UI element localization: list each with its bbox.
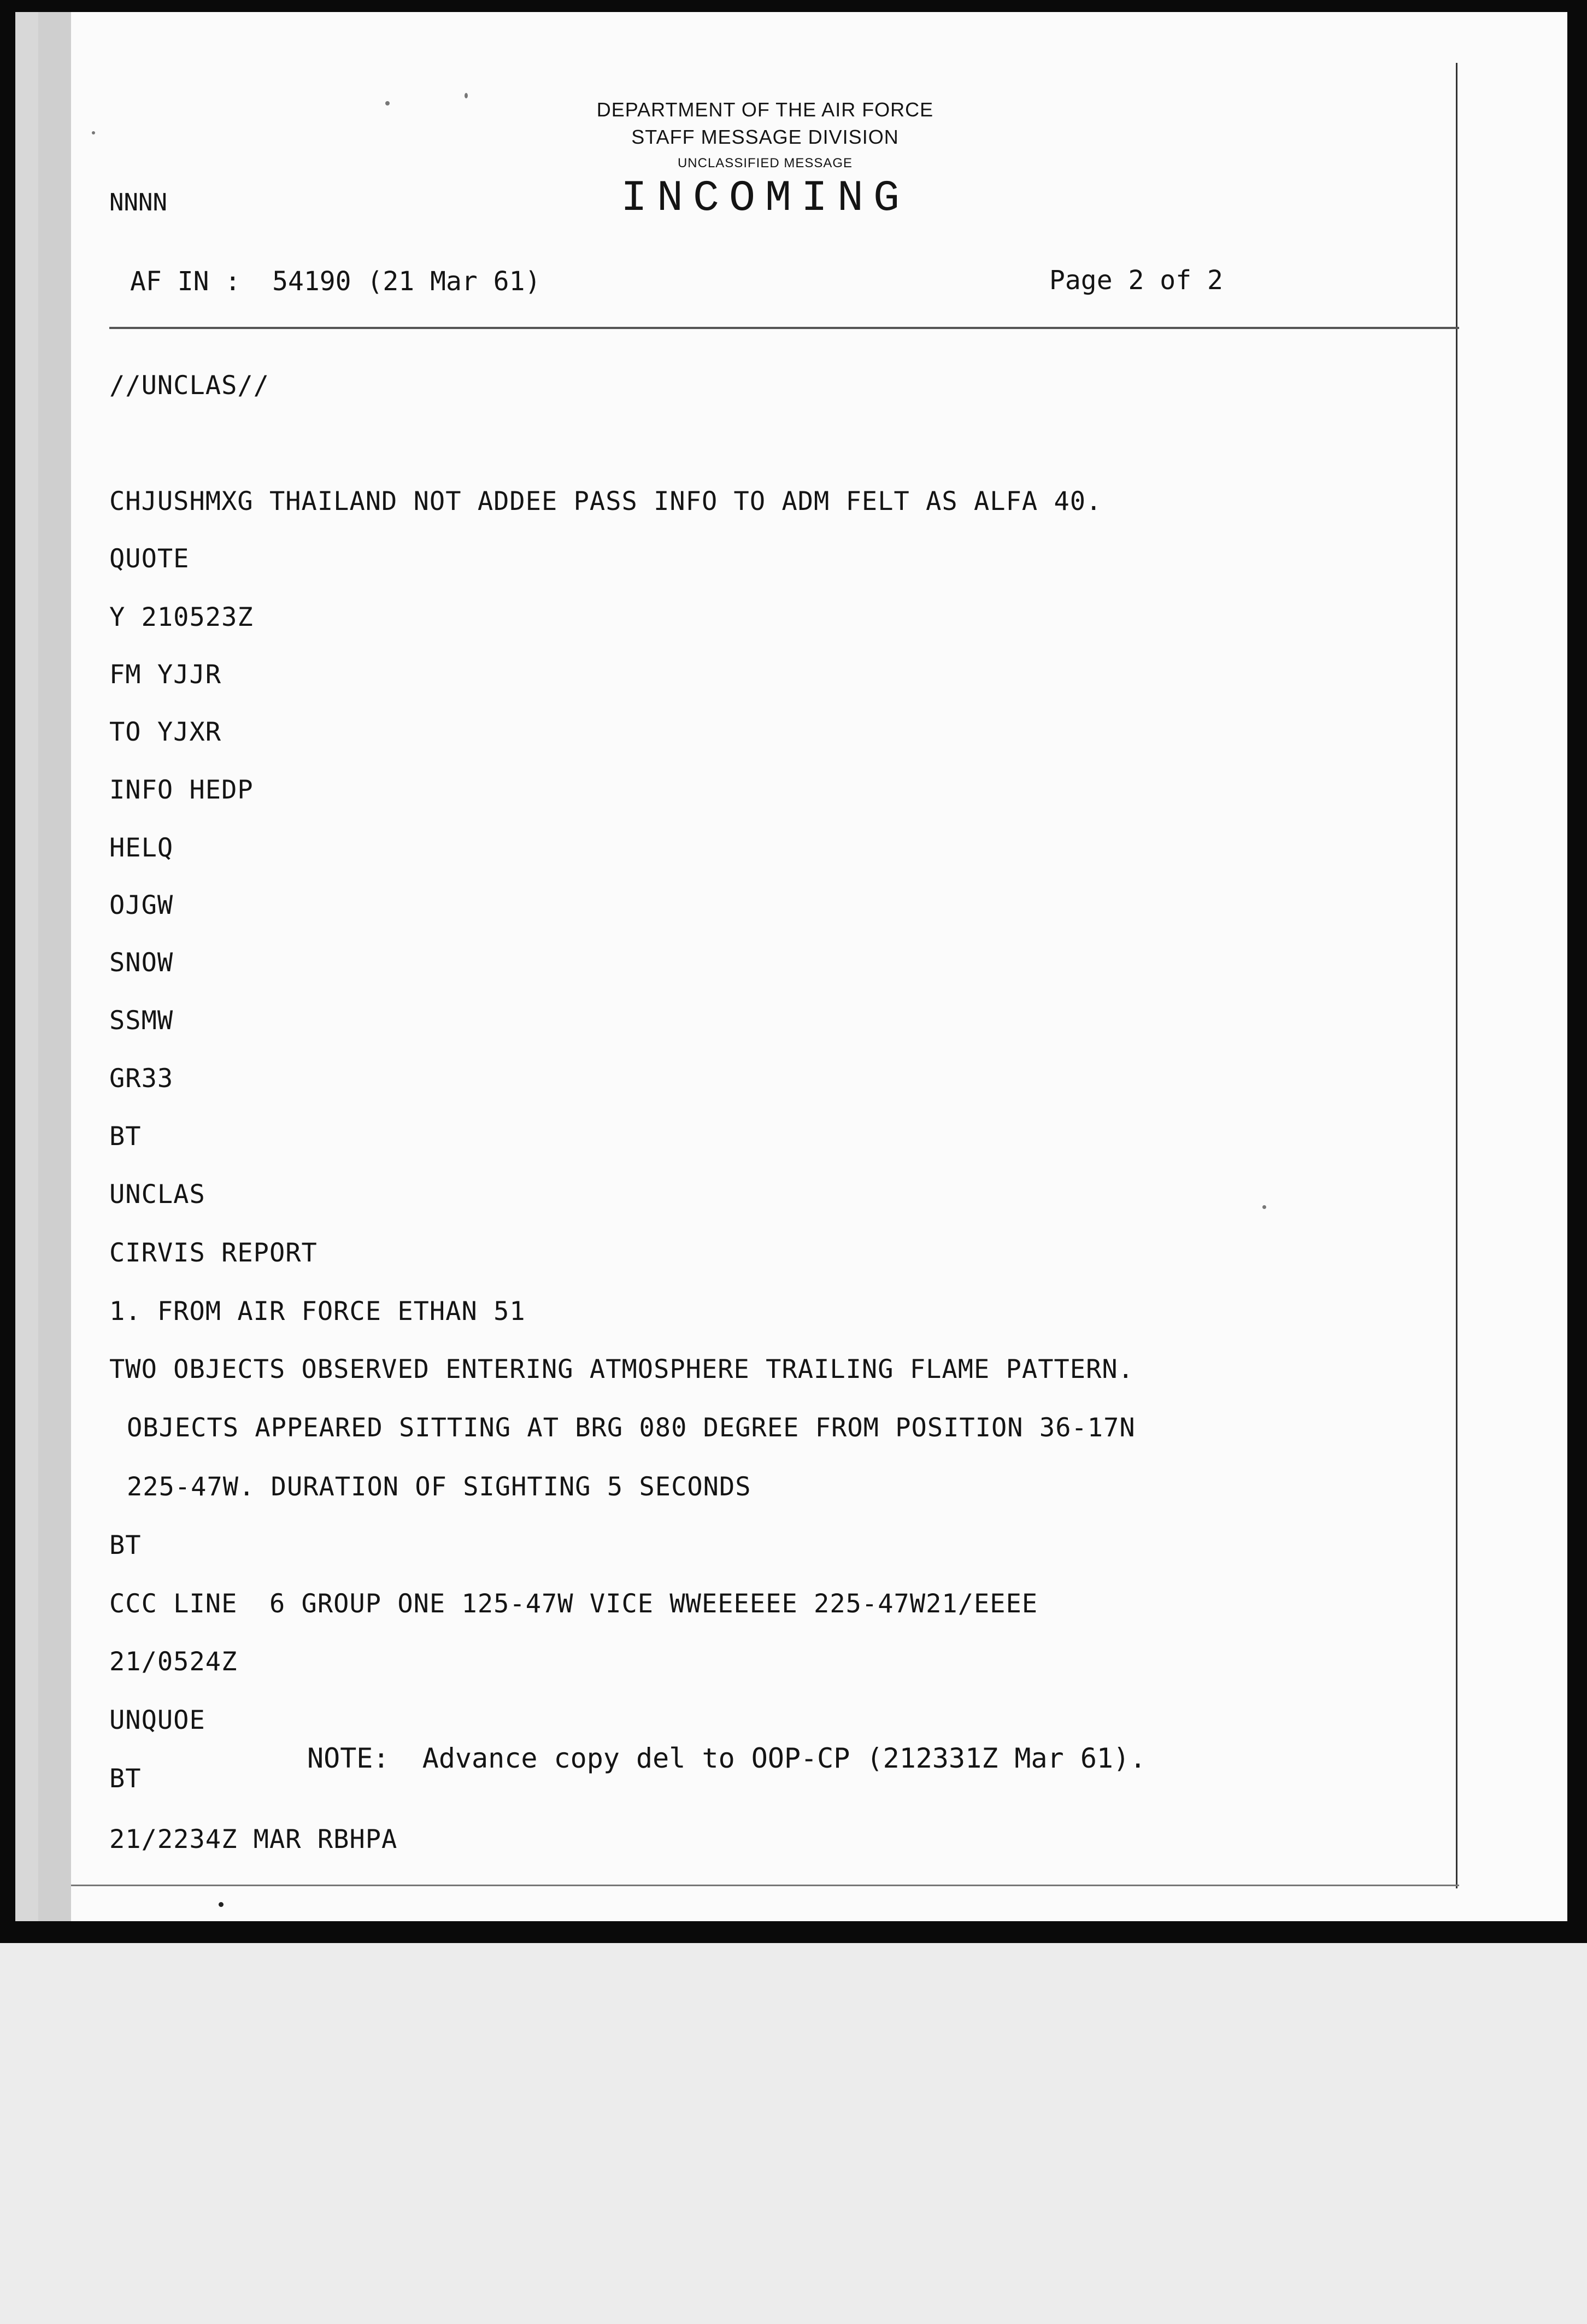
nnnn-marker: NNNN bbox=[109, 189, 167, 216]
message-line: OBJECTS APPEARED SITTING AT BRG 080 DEGREE FROM POSITION 36-17N bbox=[127, 1413, 1136, 1443]
scan-frame-top bbox=[0, 0, 1587, 12]
scan-speck bbox=[1262, 1205, 1266, 1209]
af-in-number: AF IN : 54190 (21 Mar 61) bbox=[130, 266, 541, 297]
message-line: SNOW bbox=[109, 948, 174, 978]
message-line: UNQUOE bbox=[109, 1705, 205, 1735]
message-line: Y 210523Z bbox=[109, 602, 254, 632]
message-line: //UNCLAS// bbox=[109, 371, 269, 401]
message-line: FM YJJR bbox=[109, 660, 222, 690]
message-line: GR33 bbox=[109, 1064, 174, 1094]
message-line: 225-47W. DURATION OF SIGHTING 5 SECONDS bbox=[127, 1472, 751, 1502]
advance-copy-note: NOTE: Advance copy del to OOP-CP (212331Z Mar 61). bbox=[307, 1742, 1147, 1774]
message-line: 21/2234Z MAR RBHPA bbox=[109, 1824, 398, 1854]
scan-speck bbox=[385, 101, 390, 105]
message-line: BT bbox=[109, 1122, 142, 1152]
message-line: TWO OBJECTS OBSERVED ENTERING ATMOSPHERE TRAILING FLAME PATTERN. bbox=[109, 1354, 1134, 1384]
message-line: HELQ bbox=[109, 833, 174, 863]
message-line: SSMW bbox=[109, 1006, 174, 1036]
message-sheet bbox=[38, 12, 1567, 1921]
right-margin-rule bbox=[1456, 63, 1457, 1888]
message-line: 21/0524Z bbox=[109, 1647, 238, 1677]
message-line: BT bbox=[109, 1530, 142, 1560]
message-line: INFO HEDP bbox=[109, 775, 254, 805]
scan-frame-right bbox=[1567, 0, 1587, 1943]
message-line: OJGW bbox=[109, 890, 174, 920]
header-divider bbox=[109, 327, 1459, 329]
scan-lower-margin bbox=[0, 1943, 1587, 2324]
message-line: CCC LINE 6 GROUP ONE 125-47W VICE WWEEEEEE 225-47W21/EEEE bbox=[109, 1589, 1038, 1619]
sheet-edge-shadow bbox=[38, 12, 71, 1921]
message-line: TO YJXR bbox=[109, 717, 222, 747]
classification-label: UNCLASSIFIED MESSAGE bbox=[677, 156, 853, 171]
message-line: CIRVIS REPORT bbox=[109, 1238, 318, 1268]
page-title: INCOMING bbox=[620, 174, 910, 224]
scan-speck bbox=[219, 1902, 224, 1907]
scan-frame-left bbox=[0, 0, 15, 1943]
message-line: BT bbox=[109, 1764, 142, 1794]
message-line: CHJUSHMXG THAILAND NOT ADDEE PASS INFO TO ADM FELT AS ALFA 40. bbox=[109, 486, 1102, 517]
message-line: 1. FROM AIR FORCE ETHAN 51 bbox=[109, 1296, 526, 1327]
message-line: QUOTE bbox=[109, 544, 190, 574]
page-number: Page 2 of 2 bbox=[1049, 265, 1223, 296]
message-line: UNCLAS bbox=[109, 1179, 205, 1210]
department-name: DEPARTMENT OF THE AIR FORCE bbox=[596, 98, 934, 121]
scan-speck bbox=[465, 93, 468, 98]
scan-speck bbox=[92, 131, 95, 134]
bottom-divider bbox=[71, 1885, 1459, 1886]
division-name: STAFF MESSAGE DIVISION bbox=[631, 126, 899, 148]
scan-frame-bottom bbox=[0, 1921, 1587, 1943]
